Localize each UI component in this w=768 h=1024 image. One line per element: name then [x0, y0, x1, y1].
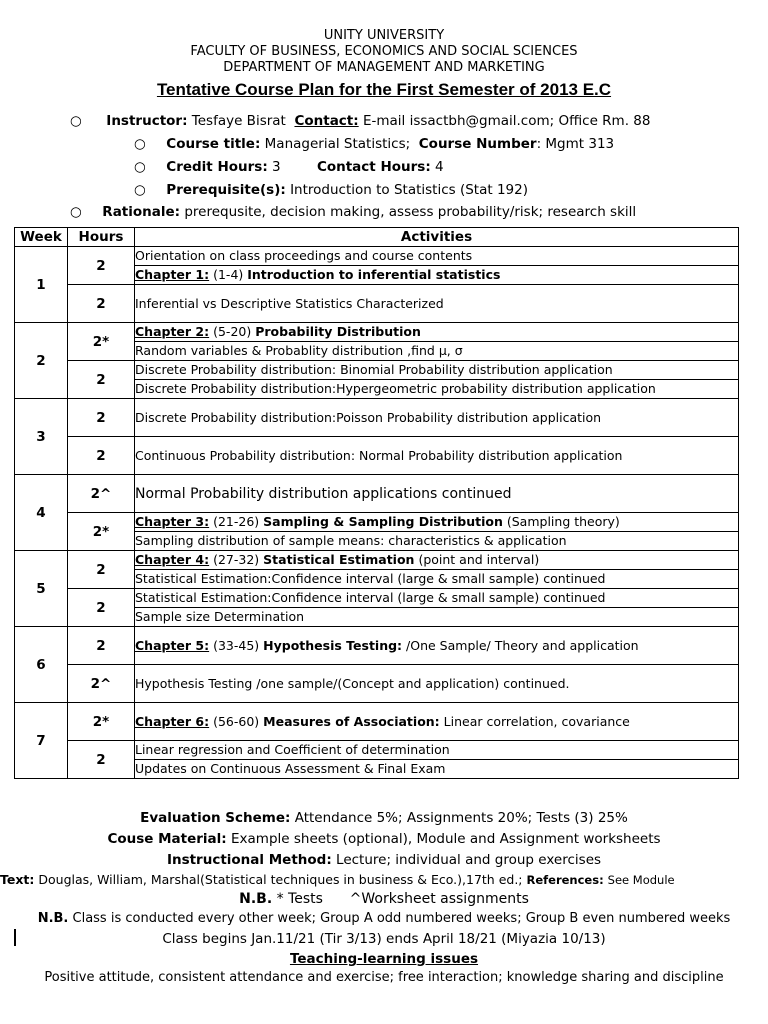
- class-dates: Class begins Jan.11/21 (Tir 3/13) ends April 18/21 (Miyazia 10/13): [162, 931, 606, 947]
- document-title: Tentative Course Plan for the First Semester of 2013 E.C: [156, 80, 612, 99]
- activity-text: Discrete Probability distribution:Hypergeometric probability distribution application: [135, 381, 656, 396]
- chapter-label: Chapter 2:: [135, 324, 210, 339]
- chapter-label: Chapter 5:: [135, 637, 210, 653]
- activity-line: [135, 712, 738, 732]
- activity-text: Sample size Determination: [135, 609, 305, 624]
- nb-label: N.B.: [239, 891, 273, 907]
- nb-label: N.B.: [37, 911, 69, 926]
- bullet-icon: ○: [70, 113, 82, 129]
- hours-cell: 2: [68, 399, 135, 437]
- hours-column-header: Hours: [68, 228, 135, 247]
- activity-text: Linear regression and Coefficient of determination: [135, 742, 450, 757]
- evaluation-scheme: [0, 808, 768, 828]
- course-title-label: Course title:: [166, 136, 261, 152]
- chapter-topic: Sampling & Sampling Distribution: [263, 514, 503, 529]
- bullet-icon: ○: [134, 182, 146, 198]
- instructor-line: [0, 110, 768, 133]
- hours-cell: 2^: [68, 665, 135, 703]
- text-cursor: [14, 929, 16, 946]
- rationale-line: [0, 202, 768, 223]
- document-header: [0, 28, 768, 101]
- activity-cell: [135, 285, 739, 323]
- table-row: [15, 703, 739, 741]
- activity-text: Continuous Probability distribution: Normal Probability distribution application: [135, 447, 623, 463]
- activity-line: [135, 741, 738, 759]
- week-cell: 5: [15, 551, 68, 627]
- rationale-label: Rationale:: [102, 204, 181, 220]
- activity-line: [135, 408, 738, 428]
- activity-text: Statistical Estimation:Confidence interval (large & small sample) continued: [135, 590, 606, 605]
- chapter-label: Chapter 6:: [135, 713, 210, 729]
- activity-cell: [135, 513, 739, 551]
- nb-schedule: [0, 909, 768, 929]
- credit-line: [0, 156, 768, 179]
- activity-line: [135, 446, 738, 466]
- contact-hours-value: 4: [435, 159, 444, 175]
- week-cell: 3: [15, 399, 68, 475]
- rationale-value: prerequsite, decision making, assess probability/risk; research skill: [184, 204, 637, 220]
- activity-line: [135, 569, 738, 588]
- activity-line: [135, 323, 738, 341]
- activity-text: Orientation on class proceedings and course contents: [135, 248, 473, 263]
- prerequisite-value: Introduction to Statistics (Stat 192): [290, 182, 528, 198]
- textbook-line: [0, 870, 768, 890]
- hours-cell: 2: [68, 361, 135, 399]
- course-title-line: [0, 133, 768, 156]
- activity-text: (Sampling theory): [502, 514, 620, 529]
- activity-text: Linear correlation, covariance: [439, 713, 630, 729]
- contact-value: E-mail issactbh@gmail.com; Office Rm. 88: [362, 113, 651, 129]
- activity-cell: [135, 437, 739, 475]
- activity-cell: [135, 627, 739, 665]
- activity-line: [135, 247, 738, 265]
- table-row: [15, 627, 739, 665]
- activity-text: /One Sample/ Theory and application: [402, 637, 639, 653]
- hours-cell: 2: [68, 437, 135, 475]
- text-label: Text:: [0, 872, 35, 887]
- chapter-label: Chapter 3:: [135, 514, 210, 529]
- activity-text: Discrete Probability distribution: Binomial Probability distribution application: [135, 362, 613, 377]
- activity-text: Random variables & Probablity distribution ,find μ, σ: [135, 343, 463, 358]
- material-label: Couse Material:: [107, 831, 227, 847]
- activity-cell: [135, 589, 739, 627]
- activity-line: [135, 674, 738, 694]
- chapter-topic: Statistical Estimation: [263, 552, 415, 567]
- table-row: [15, 361, 739, 399]
- week-cell: 2: [15, 323, 68, 399]
- week-cell: 4: [15, 475, 68, 551]
- activities-column-header: Activities: [135, 228, 739, 247]
- activity-line: [135, 551, 738, 569]
- credit-hours-label: Credit Hours:: [166, 159, 268, 175]
- method-label: Instructional Method:: [166, 852, 332, 868]
- hours-cell: 2*: [68, 513, 135, 551]
- table-row: [15, 551, 739, 589]
- course-title-value: Managerial Statistics;: [264, 136, 411, 152]
- activity-line: [135, 379, 738, 398]
- activity-cell: [135, 665, 739, 703]
- text-value: Douglas, William, Marshal(Statistical techniques in business & Eco.),17th ed.;: [38, 872, 523, 887]
- week-cell: 1: [15, 247, 68, 323]
- chapter-label: Chapter 1:: [135, 267, 210, 282]
- activity-line: [135, 636, 738, 656]
- nb-legend: [0, 889, 768, 909]
- activity-text: Hypothesis Testing /one sample/(Concept and application) continued.: [135, 675, 570, 691]
- activity-line: [135, 341, 738, 360]
- table-header-row: [15, 228, 739, 247]
- activity-text: Statistical Estimation:Confidence interval (large & small sample) continued: [135, 571, 606, 586]
- hours-cell: 2: [68, 247, 135, 285]
- hours-cell: 2: [68, 589, 135, 627]
- nb-legend-value: * Tests ^Worksheet assignments: [276, 891, 529, 907]
- bullet-icon: ○: [70, 204, 82, 220]
- hours-cell: 2: [68, 627, 135, 665]
- department-name: DEPARTMENT OF MANAGEMENT AND MARKETING: [223, 60, 545, 75]
- hours-cell: 2^: [68, 475, 135, 513]
- credit-hours-value: 3: [272, 159, 281, 175]
- prerequisite-line: [0, 179, 768, 202]
- activity-line: [135, 294, 738, 314]
- week-column-header: Week: [15, 228, 68, 247]
- activity-cell: [135, 399, 739, 437]
- activity-cell: [135, 703, 739, 741]
- course-info: [0, 110, 768, 223]
- bullet-icon: ○: [134, 136, 146, 152]
- activity-text: (5-20): [209, 324, 256, 339]
- activity-cell: [135, 361, 739, 399]
- activity-line: [135, 759, 738, 778]
- hours-cell: 2: [68, 741, 135, 779]
- activity-text: (56-60): [209, 713, 264, 729]
- chapter-topic: Measures of Association:: [263, 713, 440, 729]
- week-cell: 6: [15, 627, 68, 703]
- table-row: [15, 399, 739, 437]
- table-row: [15, 665, 739, 703]
- evaluation-value: Attendance 5%; Assignments 20%; Tests (3) 25%: [294, 810, 628, 826]
- hours-cell: 2: [68, 551, 135, 589]
- nb-schedule-value: Class is conducted every other week; Group A odd numbered weeks; Group B even numbered weeks: [72, 911, 731, 926]
- references-value: See Module: [607, 873, 675, 887]
- university-name: UNITY UNIVERSITY: [323, 28, 445, 43]
- teaching-issues-title: Teaching-learning issues: [289, 951, 479, 967]
- course-number-label: Course Number: [418, 136, 537, 152]
- references-label: References:: [526, 873, 604, 887]
- activity-text: (33-45): [209, 637, 264, 653]
- activity-text: Sampling distribution of sample means: characteristics & application: [135, 533, 567, 548]
- activity-line: [135, 589, 738, 607]
- instructional-method: [0, 850, 768, 870]
- activity-text: Normal Probability distribution applications continued: [135, 485, 512, 502]
- table-row: [15, 323, 739, 361]
- course-schedule-table: [14, 227, 739, 779]
- activity-text: Discrete Probability distribution:Poisson Probability distribution application: [135, 409, 602, 425]
- activity-cell: [135, 551, 739, 589]
- chapter-topic: Hypothesis Testing:: [263, 637, 403, 653]
- chapter-topic: Introduction to inferential statistics: [247, 267, 501, 282]
- activity-text: (point and interval): [414, 552, 540, 567]
- course-material: [0, 829, 768, 849]
- activity-line: [135, 607, 738, 626]
- hours-cell: 2: [68, 285, 135, 323]
- chapter-label: Chapter 4:: [135, 552, 210, 567]
- activity-line: [135, 513, 738, 531]
- activity-text: Inferential vs Descriptive Statistics Characterized: [135, 295, 444, 311]
- faculty-name: FACULTY OF BUSINESS, ECONOMICS AND SOCIAL SCIENCES: [190, 44, 578, 59]
- material-value: Example sheets (optional), Module and Assignment worksheets: [231, 831, 661, 847]
- activity-cell: [135, 323, 739, 361]
- activity-text: (21-26): [209, 514, 264, 529]
- method-value: Lecture; individual and group exercises: [336, 852, 602, 868]
- bullet-icon: ○: [134, 159, 146, 175]
- table-row: [15, 247, 739, 285]
- schedule-body: [15, 247, 739, 779]
- activity-line: [135, 265, 738, 284]
- activity-line: [135, 484, 738, 504]
- activity-cell: [135, 741, 739, 779]
- chapter-topic: Probability Distribution: [255, 324, 421, 339]
- activity-text: Updates on Continuous Assessment & Final Exam: [135, 761, 446, 776]
- activity-text: (1-4): [209, 267, 248, 282]
- week-cell: 7: [15, 703, 68, 779]
- activity-cell: [135, 247, 739, 285]
- activity-cell: [135, 475, 739, 513]
- teaching-issues-text: Positive attitude, consistent attendance and exercise; free interaction; knowledge sharing and discipline: [44, 970, 724, 985]
- table-row: [15, 475, 739, 513]
- activity-text: (27-32): [209, 552, 264, 567]
- contact-hours-label: Contact Hours:: [316, 159, 431, 175]
- contact-label: Contact:: [294, 113, 359, 129]
- table-row: [15, 437, 739, 475]
- evaluation-label: Evaluation Scheme:: [140, 810, 291, 826]
- activity-line: [135, 531, 738, 550]
- table-row: [15, 589, 739, 627]
- table-row: [15, 285, 739, 323]
- instructor-label: Instructor:: [106, 113, 188, 129]
- course-number-value: : Mgmt 313: [536, 136, 615, 152]
- table-row: [15, 513, 739, 551]
- prerequisite-label: Prerequisite(s):: [166, 182, 286, 198]
- instructor-name: Tesfaye Bisrat: [191, 113, 286, 129]
- activity-line: [135, 361, 738, 379]
- hours-cell: 2*: [68, 323, 135, 361]
- hours-cell: 2*: [68, 703, 135, 741]
- table-row: [15, 741, 739, 779]
